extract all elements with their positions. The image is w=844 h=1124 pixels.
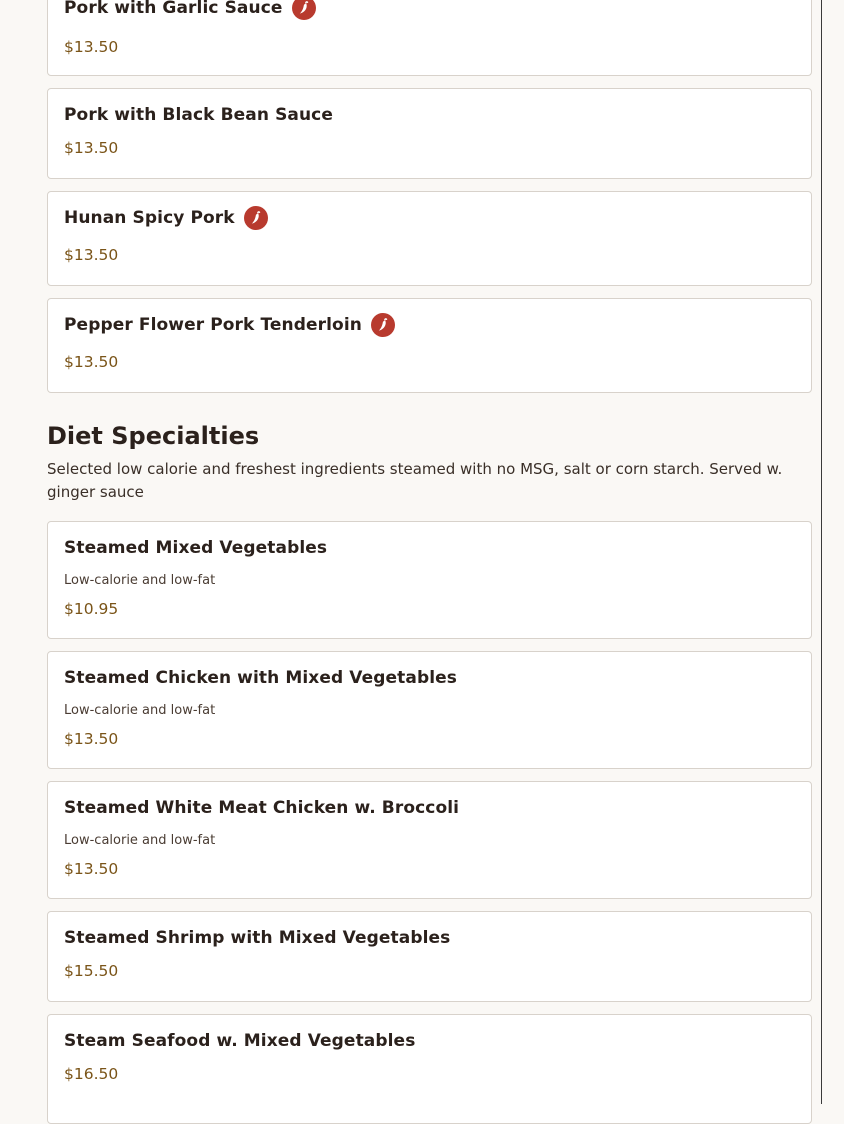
menu-item-price: $13.50 bbox=[64, 860, 119, 878]
menu-item-name: Pork with Black Bean Sauce bbox=[64, 105, 333, 125]
chili-pepper-icon bbox=[371, 313, 395, 337]
menu-item-price: $13.50 bbox=[64, 38, 119, 56]
section-title: Diet Specialties bbox=[47, 422, 260, 450]
menu-item-card[interactable] bbox=[47, 0, 812, 76]
chili-pepper-icon bbox=[244, 206, 268, 230]
menu-content bbox=[47, 0, 812, 1124]
menu-item-card[interactable] bbox=[47, 88, 812, 179]
menu-item-card[interactable] bbox=[47, 911, 812, 1002]
menu-item-price: $15.50 bbox=[64, 962, 119, 980]
menu-item-name: Steamed Mixed Vegetables bbox=[64, 538, 328, 558]
menu-item-price: $13.50 bbox=[64, 246, 119, 264]
menu-item-price: $13.50 bbox=[64, 353, 119, 371]
menu-item-card[interactable] bbox=[47, 651, 812, 769]
section-description: Selected low calorie and freshest ingredients steamed with no MSG, salt or corn starch. Served w. ginger sauce bbox=[47, 460, 783, 501]
menu-item-price: $10.95 bbox=[64, 600, 119, 618]
menu-item-name: Steam Seafood w. Mixed Vegetables bbox=[64, 1031, 416, 1051]
menu-item-card[interactable] bbox=[47, 1014, 812, 1124]
menu-item-name: Pepper Flower Pork Tenderloin bbox=[64, 315, 362, 335]
menu-item-price: $16.50 bbox=[64, 1065, 119, 1083]
menu-item-name: Hunan Spicy Pork bbox=[64, 208, 235, 228]
menu-item-description: Low-calorie and low-fat bbox=[64, 703, 216, 718]
menu-item-name: Pork with Garlic Sauce bbox=[64, 0, 283, 18]
menu-item-description: Low-calorie and low-fat bbox=[64, 573, 216, 588]
menu-item-card[interactable] bbox=[47, 521, 812, 639]
menu-item-card[interactable] bbox=[47, 191, 812, 286]
menu-item-price: $13.50 bbox=[64, 139, 119, 157]
chili-pepper-icon bbox=[292, 0, 316, 20]
menu-item-description: Low-calorie and low-fat bbox=[64, 833, 216, 848]
section-header bbox=[47, 421, 812, 504]
menu-item-card[interactable] bbox=[47, 298, 812, 393]
menu-item-name: Steamed Shrimp with Mixed Vegetables bbox=[64, 928, 451, 948]
menu-item-price: $13.50 bbox=[64, 730, 119, 748]
menu-item-name: Steamed White Meat Chicken w. Broccoli bbox=[64, 798, 460, 818]
menu-item-card[interactable] bbox=[47, 781, 812, 899]
menu-item-name: Steamed Chicken with Mixed Vegetables bbox=[64, 668, 457, 688]
